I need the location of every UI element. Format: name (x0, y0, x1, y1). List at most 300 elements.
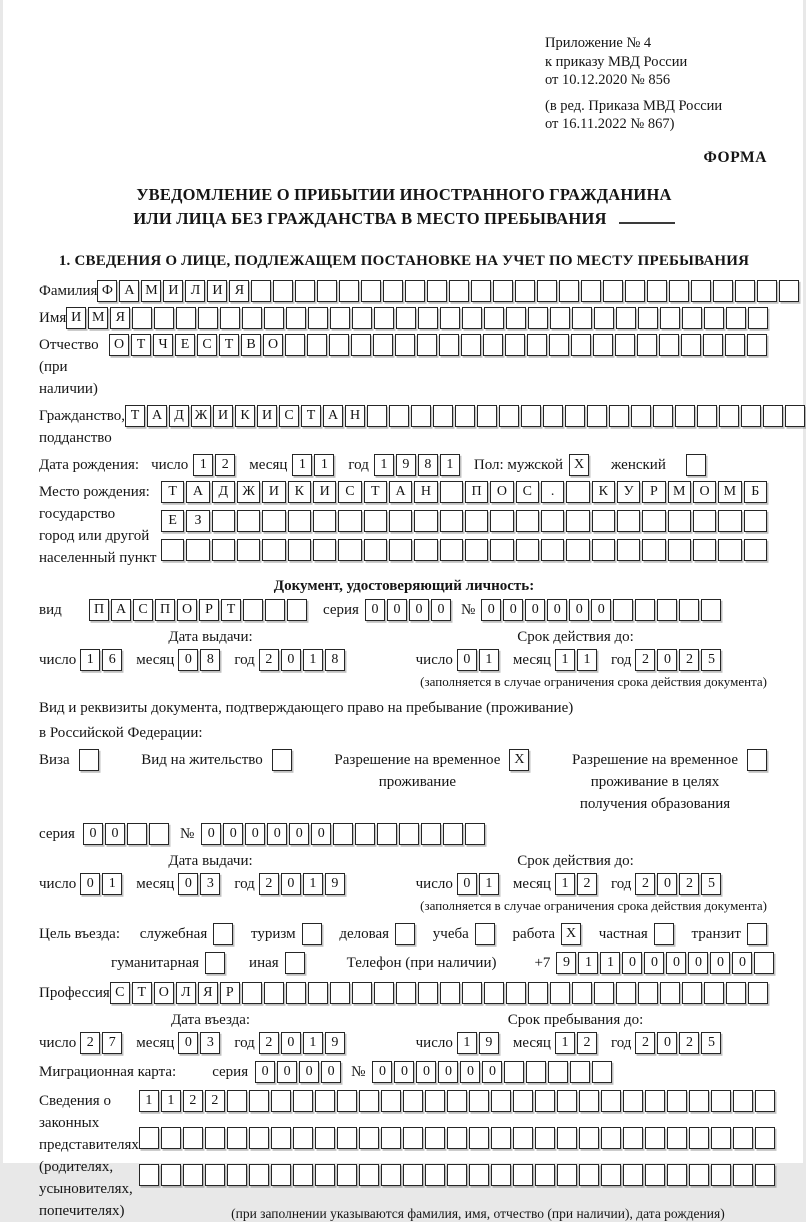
char-cell[interactable] (689, 1127, 709, 1149)
char-cell[interactable] (403, 1127, 423, 1149)
migration-series-field[interactable] (255, 1061, 343, 1083)
char-cell[interactable]: 0 (178, 1032, 198, 1054)
char-cell[interactable] (288, 510, 311, 532)
legal-reps-field-1[interactable] (139, 1090, 777, 1119)
char-cell[interactable] (657, 599, 677, 621)
char-cell[interactable]: 5 (701, 873, 721, 895)
char-cell[interactable]: 0 (289, 823, 309, 845)
residence-issue-year[interactable] (259, 873, 347, 895)
char-cell[interactable] (399, 823, 419, 845)
char-cell[interactable] (491, 1164, 511, 1186)
char-cell[interactable]: 1 (479, 873, 499, 895)
char-cell[interactable] (411, 405, 431, 427)
char-cell[interactable]: Т (219, 334, 239, 356)
char-cell[interactable] (313, 510, 336, 532)
sex-female-checkbox[interactable] (686, 454, 708, 476)
char-cell[interactable] (337, 1090, 357, 1112)
char-cell[interactable]: 2 (80, 1032, 100, 1054)
char-cell[interactable] (249, 1090, 269, 1112)
char-cell[interactable] (682, 307, 702, 329)
purpose-business-checkbox[interactable] (395, 923, 417, 945)
legal-reps-field-2[interactable] (139, 1127, 777, 1156)
char-cell[interactable] (493, 280, 513, 302)
char-cell[interactable] (425, 1127, 445, 1149)
char-cell[interactable]: А (323, 405, 343, 427)
char-cell[interactable]: X (569, 454, 589, 476)
char-cell[interactable] (679, 599, 699, 621)
char-cell[interactable] (704, 307, 724, 329)
char-cell[interactable]: Т (161, 481, 184, 503)
char-cell[interactable] (660, 982, 680, 1004)
char-cell[interactable] (418, 982, 438, 1004)
purpose-other-checkbox[interactable] (285, 952, 307, 974)
char-cell[interactable] (725, 334, 745, 356)
char-cell[interactable]: 2 (259, 649, 279, 671)
char-cell[interactable] (686, 454, 706, 476)
birth-place-field-2[interactable] (161, 510, 769, 532)
char-cell[interactable]: Р (220, 982, 240, 1004)
char-cell[interactable] (317, 280, 337, 302)
char-cell[interactable] (265, 599, 285, 621)
entry-month[interactable] (178, 1032, 222, 1054)
char-cell[interactable] (315, 1127, 335, 1149)
char-cell[interactable]: 1 (578, 952, 598, 974)
char-cell[interactable]: 1 (292, 454, 312, 476)
doc-valid-month[interactable] (555, 649, 599, 671)
char-cell[interactable] (439, 334, 459, 356)
char-cell[interactable]: 1 (555, 873, 575, 895)
sex-male-checkbox[interactable] (569, 454, 591, 476)
char-cell[interactable] (477, 405, 497, 427)
char-cell[interactable]: 2 (183, 1090, 203, 1112)
char-cell[interactable] (183, 1164, 203, 1186)
char-cell[interactable] (754, 952, 774, 974)
char-cell[interactable] (647, 280, 667, 302)
char-cell[interactable] (433, 405, 453, 427)
char-cell[interactable]: Е (175, 334, 195, 356)
char-cell[interactable]: Д (212, 481, 235, 503)
char-cell[interactable] (351, 334, 371, 356)
char-cell[interactable] (127, 823, 147, 845)
purpose-work-checkbox[interactable] (561, 923, 583, 945)
char-cell[interactable]: 0 (710, 952, 730, 974)
char-cell[interactable]: А (147, 405, 167, 427)
char-cell[interactable] (315, 1164, 335, 1186)
patronymic-field[interactable] (109, 334, 769, 356)
char-cell[interactable] (198, 307, 218, 329)
char-cell[interactable] (425, 1164, 445, 1186)
char-cell[interactable] (726, 307, 746, 329)
char-cell[interactable] (414, 539, 437, 561)
char-cell[interactable]: С (279, 405, 299, 427)
char-cell[interactable]: 0 (732, 952, 752, 974)
char-cell[interactable] (418, 307, 438, 329)
char-cell[interactable]: 7 (102, 1032, 122, 1054)
char-cell[interactable] (623, 1127, 643, 1149)
char-cell[interactable]: 0 (482, 1061, 502, 1083)
char-cell[interactable]: С (133, 599, 153, 621)
birth-year-field[interactable] (374, 454, 462, 476)
char-cell[interactable]: Л (176, 982, 196, 1004)
char-cell[interactable] (237, 510, 260, 532)
char-cell[interactable]: К (288, 481, 311, 503)
char-cell[interactable]: 1 (303, 1032, 323, 1054)
char-cell[interactable] (367, 405, 387, 427)
char-cell[interactable]: 0 (547, 599, 567, 621)
char-cell[interactable] (516, 510, 539, 532)
char-cell[interactable] (271, 1164, 291, 1186)
char-cell[interactable] (719, 405, 739, 427)
char-cell[interactable] (733, 1127, 753, 1149)
char-cell[interactable] (381, 1164, 401, 1186)
residence-number-field[interactable] (201, 823, 487, 845)
char-cell[interactable] (417, 334, 437, 356)
char-cell[interactable]: 1 (374, 454, 394, 476)
char-cell[interactable] (592, 539, 615, 561)
char-cell[interactable]: . (541, 481, 564, 503)
char-cell[interactable] (286, 982, 306, 1004)
char-cell[interactable]: И (66, 307, 86, 329)
char-cell[interactable]: Ф (97, 280, 117, 302)
char-cell[interactable]: И (257, 405, 277, 427)
char-cell[interactable] (186, 539, 209, 561)
char-cell[interactable] (227, 1164, 247, 1186)
temp-permit-checkbox[interactable] (509, 749, 531, 771)
char-cell[interactable]: Е (161, 510, 184, 532)
residence-issue-month[interactable] (178, 873, 222, 895)
char-cell[interactable]: И (262, 481, 285, 503)
char-cell[interactable]: 0 (245, 823, 265, 845)
entry-year[interactable] (259, 1032, 347, 1054)
char-cell[interactable] (669, 280, 689, 302)
char-cell[interactable] (744, 510, 767, 532)
char-cell[interactable] (484, 982, 504, 1004)
purpose-humanitarian-checkbox[interactable] (205, 952, 227, 974)
char-cell[interactable] (741, 405, 761, 427)
char-cell[interactable] (718, 539, 741, 561)
char-cell[interactable] (638, 307, 658, 329)
char-cell[interactable] (616, 307, 636, 329)
char-cell[interactable] (389, 539, 412, 561)
char-cell[interactable] (541, 539, 564, 561)
char-cell[interactable] (243, 599, 263, 621)
char-cell[interactable]: X (561, 923, 581, 945)
char-cell[interactable]: 0 (80, 873, 100, 895)
given-name-field[interactable] (66, 307, 770, 329)
char-cell[interactable] (572, 982, 592, 1004)
char-cell[interactable] (447, 1164, 467, 1186)
char-cell[interactable] (748, 307, 768, 329)
legal-reps-field-3[interactable] (139, 1164, 777, 1193)
char-cell[interactable] (490, 539, 513, 561)
char-cell[interactable]: 9 (479, 1032, 499, 1054)
char-cell[interactable] (403, 1164, 423, 1186)
char-cell[interactable]: О (693, 481, 716, 503)
residence-valid-month[interactable] (555, 873, 599, 895)
char-cell[interactable]: В (241, 334, 261, 356)
char-cell[interactable] (645, 1164, 665, 1186)
char-cell[interactable]: И (207, 280, 227, 302)
visa-checkbox[interactable] (79, 749, 101, 771)
char-cell[interactable] (505, 334, 525, 356)
char-cell[interactable]: 0 (372, 1061, 392, 1083)
char-cell[interactable] (491, 1127, 511, 1149)
residence-issue-day[interactable] (80, 873, 124, 895)
char-cell[interactable] (763, 405, 783, 427)
char-cell[interactable] (227, 1127, 247, 1149)
char-cell[interactable] (262, 539, 285, 561)
char-cell[interactable] (364, 510, 387, 532)
char-cell[interactable]: 8 (200, 649, 220, 671)
char-cell[interactable] (693, 539, 716, 561)
char-cell[interactable] (594, 982, 614, 1004)
char-cell[interactable] (161, 539, 184, 561)
char-cell[interactable] (272, 749, 292, 771)
char-cell[interactable] (337, 1127, 357, 1149)
char-cell[interactable] (701, 599, 721, 621)
char-cell[interactable] (425, 1090, 445, 1112)
char-cell[interactable] (601, 1090, 621, 1112)
char-cell[interactable] (550, 307, 570, 329)
migration-number-field[interactable] (372, 1061, 614, 1083)
char-cell[interactable] (288, 539, 311, 561)
char-cell[interactable]: 0 (644, 952, 664, 974)
char-cell[interactable] (557, 1127, 577, 1149)
char-cell[interactable] (504, 1061, 524, 1083)
char-cell[interactable] (381, 1127, 401, 1149)
char-cell[interactable] (615, 334, 635, 356)
phone-field[interactable] (556, 952, 776, 974)
char-cell[interactable]: 1 (303, 649, 323, 671)
char-cell[interactable] (515, 280, 535, 302)
char-cell[interactable]: О (109, 334, 129, 356)
char-cell[interactable]: О (263, 334, 283, 356)
char-cell[interactable] (338, 510, 361, 532)
char-cell[interactable] (726, 982, 746, 1004)
char-cell[interactable] (264, 307, 284, 329)
char-cell[interactable] (462, 307, 482, 329)
char-cell[interactable] (273, 280, 293, 302)
char-cell[interactable] (220, 307, 240, 329)
char-cell[interactable] (337, 1164, 357, 1186)
char-cell[interactable] (475, 923, 495, 945)
char-cell[interactable] (249, 1127, 269, 1149)
char-cell[interactable] (286, 307, 306, 329)
char-cell[interactable] (541, 510, 564, 532)
char-cell[interactable] (755, 1127, 775, 1149)
char-cell[interactable] (132, 307, 152, 329)
char-cell[interactable] (682, 982, 702, 1004)
char-cell[interactable] (251, 280, 271, 302)
char-cell[interactable] (623, 1090, 643, 1112)
char-cell[interactable]: Н (414, 481, 437, 503)
char-cell[interactable] (645, 1090, 665, 1112)
char-cell[interactable]: 2 (635, 873, 655, 895)
char-cell[interactable] (139, 1127, 159, 1149)
char-cell[interactable]: 0 (525, 599, 545, 621)
char-cell[interactable] (161, 1127, 181, 1149)
doc-valid-year[interactable] (635, 649, 723, 671)
char-cell[interactable] (697, 405, 717, 427)
char-cell[interactable] (249, 1164, 269, 1186)
char-cell[interactable] (654, 923, 674, 945)
char-cell[interactable] (440, 510, 463, 532)
char-cell[interactable] (623, 1164, 643, 1186)
citizenship-field[interactable] (125, 405, 806, 427)
char-cell[interactable] (748, 982, 768, 1004)
char-cell[interactable] (513, 1090, 533, 1112)
char-cell[interactable] (535, 1090, 555, 1112)
char-cell[interactable] (601, 1164, 621, 1186)
char-cell[interactable]: Л (185, 280, 205, 302)
char-cell[interactable] (469, 1164, 489, 1186)
char-cell[interactable]: И (313, 481, 336, 503)
char-cell[interactable] (506, 307, 526, 329)
char-cell[interactable]: Ч (153, 334, 173, 356)
char-cell[interactable]: К (592, 481, 615, 503)
char-cell[interactable]: 0 (657, 1032, 677, 1054)
char-cell[interactable] (637, 334, 657, 356)
char-cell[interactable] (330, 307, 350, 329)
char-cell[interactable]: 2 (205, 1090, 225, 1112)
char-cell[interactable] (747, 334, 767, 356)
char-cell[interactable] (374, 982, 394, 1004)
char-cell[interactable] (735, 280, 755, 302)
char-cell[interactable] (352, 982, 372, 1004)
char-cell[interactable] (389, 510, 412, 532)
char-cell[interactable]: 0 (277, 1061, 297, 1083)
char-cell[interactable] (668, 510, 691, 532)
char-cell[interactable] (440, 539, 463, 561)
char-cell[interactable]: 0 (438, 1061, 458, 1083)
birth-place-field-3[interactable] (161, 539, 769, 561)
char-cell[interactable]: 2 (679, 649, 699, 671)
char-cell[interactable] (711, 1127, 731, 1149)
char-cell[interactable]: Я (110, 307, 130, 329)
char-cell[interactable] (355, 823, 375, 845)
char-cell[interactable]: 0 (387, 599, 407, 621)
char-cell[interactable]: 2 (577, 873, 597, 895)
char-cell[interactable]: 9 (325, 1032, 345, 1054)
char-cell[interactable] (631, 405, 651, 427)
char-cell[interactable]: 8 (325, 649, 345, 671)
char-cell[interactable]: А (389, 481, 412, 503)
char-cell[interactable] (513, 1164, 533, 1186)
stay-until-month[interactable] (555, 1032, 599, 1054)
char-cell[interactable] (785, 405, 805, 427)
birth-day-field[interactable] (193, 454, 237, 476)
char-cell[interactable]: 0 (457, 873, 477, 895)
char-cell[interactable] (395, 923, 415, 945)
char-cell[interactable] (689, 1164, 709, 1186)
char-cell[interactable] (271, 1127, 291, 1149)
char-cell[interactable] (587, 405, 607, 427)
char-cell[interactable] (285, 334, 305, 356)
char-cell[interactable]: У (617, 481, 640, 503)
char-cell[interactable]: 0 (178, 873, 198, 895)
char-cell[interactable] (333, 823, 353, 845)
char-cell[interactable]: 0 (281, 1032, 301, 1054)
char-cell[interactable] (315, 1090, 335, 1112)
char-cell[interactable] (667, 1127, 687, 1149)
char-cell[interactable]: 0 (321, 1061, 341, 1083)
char-cell[interactable] (548, 1061, 568, 1083)
char-cell[interactable]: 2 (635, 1032, 655, 1054)
char-cell[interactable]: 1 (600, 952, 620, 974)
char-cell[interactable]: 1 (303, 873, 323, 895)
char-cell[interactable] (293, 1164, 313, 1186)
char-cell[interactable] (549, 334, 569, 356)
char-cell[interactable]: З (186, 510, 209, 532)
char-cell[interactable] (526, 1061, 546, 1083)
char-cell[interactable]: 0 (569, 599, 589, 621)
purpose-transit-checkbox[interactable] (747, 923, 769, 945)
char-cell[interactable]: 0 (591, 599, 611, 621)
char-cell[interactable]: П (155, 599, 175, 621)
char-cell[interactable]: 1 (440, 454, 460, 476)
char-cell[interactable]: 0 (223, 823, 243, 845)
char-cell[interactable] (528, 982, 548, 1004)
char-cell[interactable] (359, 1127, 379, 1149)
char-cell[interactable] (352, 307, 372, 329)
char-cell[interactable] (364, 539, 387, 561)
char-cell[interactable]: 0 (666, 952, 686, 974)
char-cell[interactable] (440, 481, 463, 503)
char-cell[interactable]: М (718, 481, 741, 503)
residence-valid-year[interactable] (635, 873, 723, 895)
char-cell[interactable]: 9 (325, 873, 345, 895)
char-cell[interactable]: Р (199, 599, 219, 621)
char-cell[interactable]: С (516, 481, 539, 503)
char-cell[interactable]: 0 (311, 823, 331, 845)
char-cell[interactable]: 2 (679, 1032, 699, 1054)
char-cell[interactable]: Р (642, 481, 665, 503)
char-cell[interactable] (307, 334, 327, 356)
char-cell[interactable] (718, 510, 741, 532)
char-cell[interactable] (264, 982, 284, 1004)
char-cell[interactable] (601, 1127, 621, 1149)
char-cell[interactable]: Т (364, 481, 387, 503)
char-cell[interactable] (242, 307, 262, 329)
char-cell[interactable] (302, 923, 322, 945)
char-cell[interactable] (285, 952, 305, 974)
surname-field[interactable] (97, 280, 801, 302)
char-cell[interactable]: 0 (299, 1061, 319, 1083)
char-cell[interactable] (645, 1127, 665, 1149)
char-cell[interactable] (237, 539, 260, 561)
char-cell[interactable]: К (235, 405, 255, 427)
char-cell[interactable]: 1 (161, 1090, 181, 1112)
char-cell[interactable] (389, 405, 409, 427)
char-cell[interactable] (421, 823, 441, 845)
char-cell[interactable]: С (197, 334, 217, 356)
char-cell[interactable]: С (338, 481, 361, 503)
char-cell[interactable]: X (509, 749, 529, 771)
char-cell[interactable] (755, 1090, 775, 1112)
char-cell[interactable] (659, 334, 679, 356)
char-cell[interactable] (557, 1090, 577, 1112)
char-cell[interactable] (395, 334, 415, 356)
char-cell[interactable] (205, 952, 225, 974)
char-cell[interactable] (642, 510, 665, 532)
char-cell[interactable]: 0 (503, 599, 523, 621)
char-cell[interactable] (566, 539, 589, 561)
char-cell[interactable] (295, 280, 315, 302)
char-cell[interactable]: 2 (259, 1032, 279, 1054)
doc-issue-month[interactable] (178, 649, 222, 671)
char-cell[interactable] (455, 405, 475, 427)
char-cell[interactable] (603, 280, 623, 302)
